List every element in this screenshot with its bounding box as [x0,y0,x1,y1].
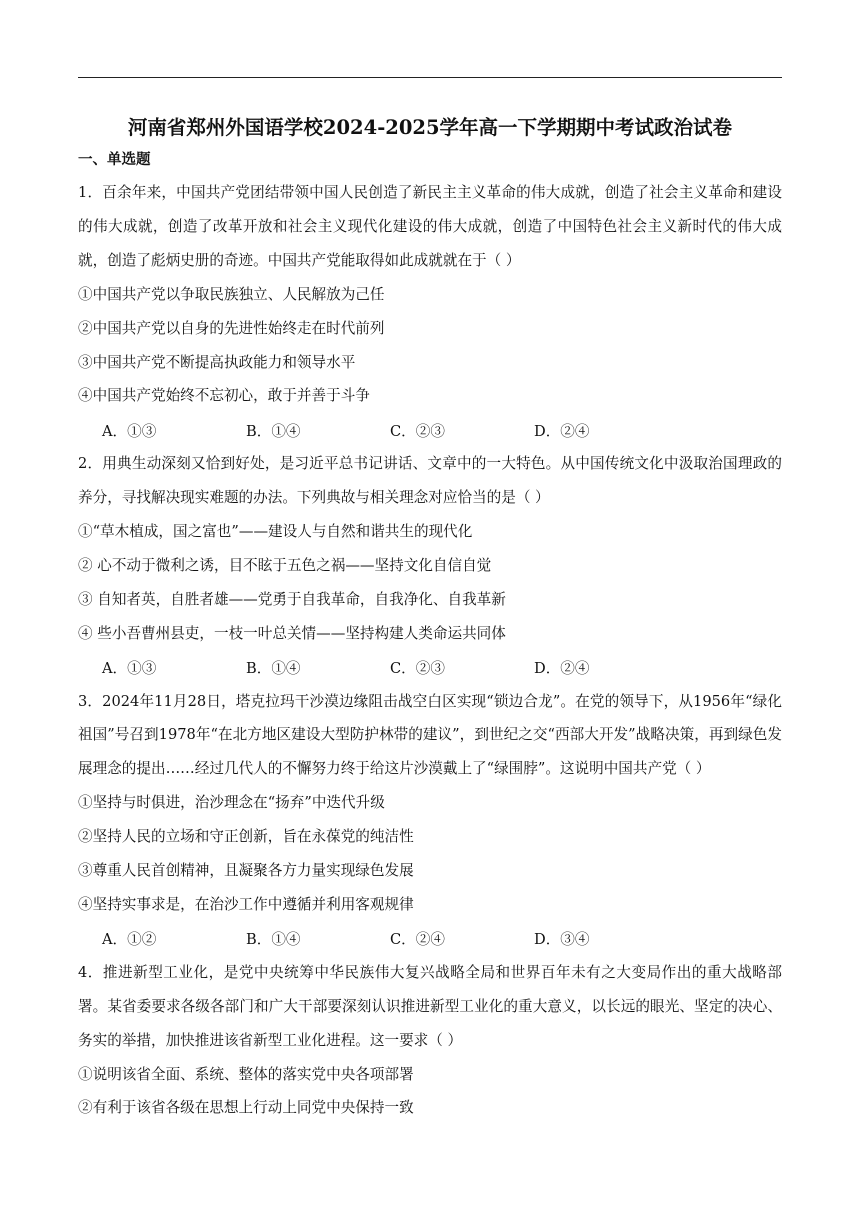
question-stem: 2．用典生动深刻又恰到好处，是习近平总书记讲话、文章中的一大特色。从中国传统文化中汲取治国理政的养分，寻找解决现实难题的办法。下列典故与相关理念对应恰当的是（ ） [78,455,782,507]
question-stem: 1．百余年来，中国共产党团结带领中国人民创造了新民主主义革命的伟大成就，创造了社会主义革命和建设的伟大成就，创造了改革开放和社会主义现代化建设的伟大成就，创造了中国特色社会主义新时代的伟大成就，创造了彪炳史册的奇迹。中国共产党能取得如此成就就在于（ ） [78,184,782,269]
choice-d: D．②④ [534,422,590,440]
statement-option: ④ 些小吾曹州县吏，一枝一叶总关情——坚持构建人类命运共同体 [78,624,506,642]
statement-option: ② 心不动于微利之诱，目不眩于五色之祸——坚持文化自信自觉 [78,556,492,574]
statement-option: ②中国共产党以自身的先进性始终走在时代前列 [78,319,385,337]
section-heading: 一、单选题 [78,151,151,168]
choice-c: C．②③ [390,422,445,440]
question-2 [78,447,782,684]
statement-option: ③中国共产党不断提高执政能力和领导水平 [78,353,356,371]
choice-c: C．②④ [390,931,445,949]
question-stem: 3．2024年11月28日，塔克拉玛干沙漠边缘阻击战空白区实现“锁边合龙”。在党的领导下，从1956年“绿化祖国”号召到1978年“在北方地区建设大型防护林带的建议”，到世纪之交“西部大开发”战略决策，再到绿色发展理念的提出……经过几代人的不懈努力终于给这片沙漠戴上了“绿围脖”。这说明中国共产党（ ） [78,692,782,778]
choice-d: D．②④ [534,660,590,678]
statement-option: ④坚持实事求是，在治沙工作中遵循并利用客观规律 [78,896,414,913]
choice-b: B．①④ [246,422,301,440]
statement-option: ①坚持与时俱进，治沙理念在“扬弃”中迭代升级 [78,794,385,812]
statement-option: ①说明该省全面、系统、整体的落实党中央各项部署 [78,1065,414,1083]
choice-a: A．①③ [102,660,157,678]
page-title: 河南省郑州外国语学校2024-2025学年高一下学期期中考试政治试卷 [127,116,733,139]
question-stem: 4．推进新型工业化，是党中央统筹中华民族伟大复兴战略全局和世界百年未有之大变局作出的重大战略部署。某省委要求各级各部门和广大干部要深刻认识推进新型工业化的重大意义，以长远的眼光、坚定的决心、务实的举措，加快推进该省新型工业化进程。这一要求（ ） [78,963,782,1049]
statement-option: ④中国共产党始终不忘初心，敢于并善于斗争 [78,387,370,405]
answer-choices [78,651,782,685]
question-4 [78,956,782,1126]
statement-option: ①中国共产党以争取民族独立、人民解放为己任 [78,285,385,303]
header-rule [78,77,782,78]
choice-b: B．①④ [246,660,301,678]
choice-a: A．①② [102,931,157,949]
question-3 [78,685,782,956]
choice-d: D．③④ [534,931,590,949]
choice-b: B．①④ [246,931,301,949]
statement-option: ②有利于该省各级在思想上行动上同党中央保持一致 [78,1099,414,1117]
question-1 [78,176,782,447]
statement-option: ③尊重人民首创精神，且凝聚各方力量实现绿色发展 [78,862,414,880]
choice-a: A．①③ [102,422,157,440]
answer-choices [78,413,782,447]
answer-choices [78,922,782,956]
statement-option: ③ 自知者英，自胜者雄——党勇于自我革命，自我净化、自我革新 [78,590,506,608]
choice-c: C．②③ [390,660,445,678]
statement-option: ①“草木植成，国之富也”——建设人与自然和谐共生的现代化 [78,523,473,541]
statement-option: ②坚持人民的立场和守正创新，旨在永葆党的纯洁性 [78,828,414,846]
question-list [78,176,782,1125]
